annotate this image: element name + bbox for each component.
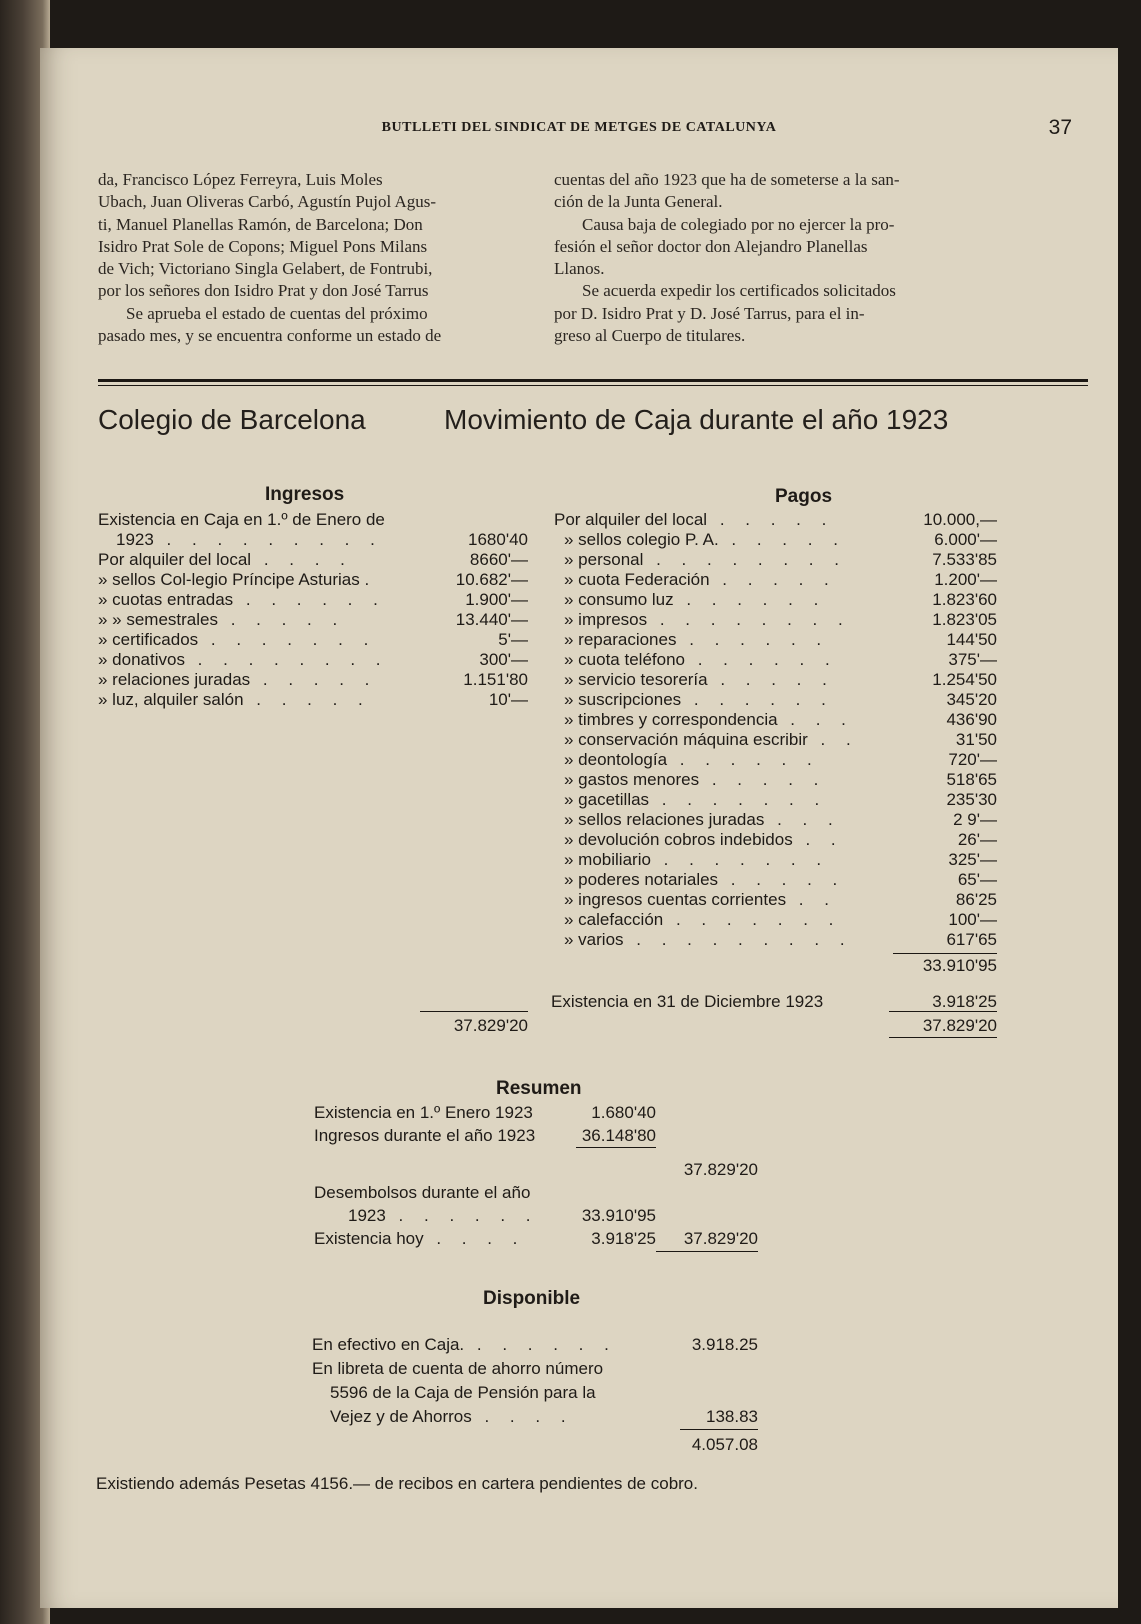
intro-left-line: ti, Manuel Planellas Ramón, de Barcelona; Don	[98, 214, 423, 234]
disponible-total: 4.057.08	[691, 1435, 758, 1454]
pagos-row-label: » servicio tesorería	[564, 670, 708, 689]
leader-dots: . . . . . .	[667, 750, 820, 769]
ingresos-row-amount: 13.440'—	[455, 610, 528, 629]
resumen-underline	[656, 1251, 758, 1252]
leader-dots: . . . . .	[699, 770, 827, 789]
leader-dots: . . .	[764, 810, 841, 829]
leader-dots: . . . .	[423, 1229, 526, 1248]
leader-dots: . . . . .	[243, 690, 371, 709]
leader-dots: . . . . .	[707, 670, 835, 689]
resumen-label: Existencia en 1.º Enero 1923	[314, 1103, 533, 1122]
intro-right-column	[554, 169, 1000, 347]
ingresos-row-label: » certificados	[98, 630, 199, 649]
intro-right-line: cuentas del año 1923 que ha de someterse a la san-	[554, 170, 900, 189]
leader-dots: . . . . . .	[681, 690, 834, 709]
pagos-row-label: » poderes notariales	[564, 870, 719, 889]
ingresos-row-label: » sellos Col-legio Príncipe Asturias	[98, 570, 360, 589]
intro-left-line: de Vich; Victoriano Singla Gelabert, de Fontrubi,	[98, 259, 433, 279]
disponible-amount: 3.918.25	[691, 1335, 758, 1354]
pagos-row-amount: 1.823'05	[932, 610, 997, 629]
intro-right-line: Se acuerda expedir los certificados solicitados	[582, 281, 896, 301]
leader-dots: . . . . . .	[464, 1335, 617, 1354]
resumen-label: Desembolsos durante el año	[314, 1183, 531, 1202]
ingresos-row-label: Existencia en Caja en 1.º de Enero de	[98, 510, 385, 529]
leader-dots: . . . . . . . . .	[623, 930, 853, 949]
ingresos-row-amount: 5'—	[498, 630, 528, 649]
resumen-sum: 37.829'20	[683, 1229, 758, 1248]
pagos-total-rule	[889, 1011, 997, 1012]
pagos-row-amount: 235'30	[946, 790, 997, 809]
pagos-row-label: » conservación máquina escribir	[564, 730, 808, 749]
leader-dots: . . . . .	[707, 510, 835, 529]
leader-dots: . . . . .	[718, 530, 846, 549]
resumen-amount: 36.148'80	[581, 1126, 656, 1145]
resumen-amount: 1.680'40	[591, 1103, 656, 1122]
pagos-subtotal-rule	[893, 953, 997, 954]
leader-dots: . . . . .	[709, 570, 837, 589]
ingresos-total: 37.829'20	[453, 1016, 528, 1035]
intro-left-line: Se aprueba el estado de cuentas del próximo	[126, 303, 428, 323]
pagos-row-label: » consumo luz	[564, 590, 674, 609]
cash-movement-title: Movimiento de Caja durante el año 1923	[444, 404, 949, 435]
intro-left-line: por los señores don Isidro Prat y don José Tarrus	[98, 281, 429, 301]
ingresos-row-amount: 10'—	[488, 690, 528, 709]
pagos-row-label: » reparaciones	[564, 630, 677, 649]
resumen-label: Existencia hoy	[314, 1229, 424, 1248]
pagos-heading: Pagos	[775, 486, 833, 507]
resumen-amount: 33.910'95	[581, 1206, 656, 1225]
ingresos-row-amount: 300'—	[479, 650, 528, 669]
leader-dots: . . . . . .	[673, 590, 827, 609]
section-rule-thin	[98, 385, 1088, 386]
pagos-row-amount: 436'90	[946, 710, 997, 729]
ingresos-row-label: Por alquiler del local	[98, 550, 252, 569]
leader-dots: . . . . . .	[233, 590, 386, 609]
pagos-row-amount: 100'—	[948, 910, 997, 929]
pagos-row-label: » varios	[564, 930, 624, 949]
intro-right-line: por D. Isidro Prat y D. José Tarrus, para el in-	[554, 303, 865, 323]
pagos-row-label: » suscripciones	[564, 690, 682, 709]
ingresos-row-label: » luz, alquiler salón	[98, 690, 244, 709]
leader-dots: . .	[792, 830, 844, 849]
leader-dots: . . . . . . . . .	[153, 530, 383, 549]
leader-dots: . . . . .	[218, 610, 346, 629]
pagos-row-label: » sellos colegio P. A.	[564, 530, 719, 549]
pagos-row-label: » timbres y correspondencia	[564, 710, 778, 729]
section-rule-thick	[98, 379, 1088, 382]
disponible-label: 5596 de la Caja de Pensión para la	[330, 1383, 596, 1402]
pagos-row-label: Por alquiler del local	[554, 510, 708, 529]
ingresos-row-label: » donativos	[98, 650, 185, 669]
pagos-row-amount: 26'—	[957, 830, 997, 849]
leader-dots: .	[359, 570, 370, 589]
leader-dots: . . . . .	[250, 670, 378, 689]
leader-dots: . . . . .	[718, 870, 846, 889]
ingresos-row-label: » » semestrales	[98, 610, 218, 629]
pagos-row-amount: 617'65	[946, 930, 997, 949]
ingresos-row-amount: 10.682'—	[455, 570, 528, 589]
resumen-rule	[576, 1147, 656, 1148]
running-header: BUTLLETI DEL SINDICAT DE METGES DE CATALUNYA	[381, 120, 777, 135]
footnote: Existiendo además Pesetas 4156.— de recibos en cartera pendientes de cobro.	[96, 1474, 698, 1493]
resumen-label: 1923	[348, 1206, 386, 1225]
pagos-row-label: » gastos menores	[564, 770, 700, 789]
leader-dots: . . . . . . .	[663, 910, 842, 929]
pagos-row-label: » mobiliario	[564, 850, 651, 869]
leader-dots: . . . . . . . .	[643, 550, 847, 569]
pagos-row-label: » deontología	[564, 750, 668, 769]
pagos-row-label: » sellos relaciones juradas	[564, 810, 765, 829]
ingresos-row-label: » cuotas entradas	[98, 590, 234, 609]
intro-right-line: ción de la Junta General.	[554, 192, 723, 212]
pagos-row-amount: 518'65	[946, 770, 997, 789]
disponible-label: En efectivo en Caja.	[312, 1335, 465, 1354]
disponible-rule	[680, 1429, 758, 1430]
ingresos-total-rule	[420, 1011, 528, 1012]
page-number: 37	[1048, 116, 1072, 139]
intro-left-column	[98, 169, 538, 347]
existencia-label: Existencia en 31 de Diciembre 1923	[551, 992, 824, 1011]
college-title: Colegio de Barcelona	[98, 404, 366, 435]
pagos-row-amount: 1.200'—	[934, 570, 997, 589]
pagos-row-amount: 86'25	[955, 890, 997, 909]
pagos-row-amount: 2 9'—	[953, 810, 997, 829]
ingresos-row-amount: 1.900'—	[465, 590, 528, 609]
leader-dots: . . . . . .	[684, 650, 838, 669]
pagos-row-amount: 10.000,—	[923, 510, 997, 529]
ingresos-row-label: » relaciones juradas	[98, 670, 251, 689]
intro-right-line: Llanos.	[554, 259, 605, 279]
pagos-row-amount: 6.000'—	[934, 530, 997, 549]
pagos-row-amount: 65'—	[957, 870, 997, 889]
pagos-row-label: » cuota Federación	[564, 570, 710, 589]
intro-left-line: Ubach, Juan Oliveras Carbó, Agustín Pujol Agus-	[98, 192, 437, 212]
intro-left-line: pasado mes, y se encuentra conforme un estado de	[98, 326, 442, 346]
pagos-row-label: » calefacción	[564, 910, 664, 929]
disponible-amount: 138.83	[706, 1407, 758, 1426]
pagos-row-amount: 720'—	[948, 750, 997, 769]
disponible-heading: Disponible	[483, 1288, 581, 1309]
intro-left-line: da, Francisco López Ferreyra, Luis Moles	[98, 170, 383, 189]
leader-dots: . . . .	[471, 1407, 574, 1426]
pagos-row-label: » impresos	[564, 610, 648, 629]
leader-dots: . . . . . . .	[649, 790, 828, 809]
pagos-row-amount: 1.254'50	[932, 670, 997, 689]
leader-dots: . . . . . .	[385, 1206, 539, 1225]
leader-dots: . . . . . . .	[198, 630, 377, 649]
pagos-row-amount: 144'50	[946, 630, 997, 649]
resumen-sum: 37.829'20	[683, 1160, 758, 1179]
leader-dots: . . .	[777, 710, 854, 729]
ingresos-heading: Ingresos	[265, 484, 345, 505]
leader-dots: . . . . . . .	[650, 850, 830, 869]
pagos-total-underline	[889, 1037, 997, 1038]
pagos-row-amount: 325'—	[948, 850, 997, 869]
resumen-label: Ingresos durante el año 1923	[314, 1126, 536, 1145]
document-page	[40, 48, 1118, 1608]
pagos-row-amount: 345'20	[946, 690, 997, 709]
pagos-row-label: » devolución cobros indebidos	[564, 830, 793, 849]
pagos-row-label: » gacetillas	[564, 790, 650, 809]
leader-dots: . . . . . .	[676, 630, 830, 649]
pagos-row-amount: 31'50	[955, 730, 997, 749]
intro-right-line: fesión el señor doctor don Alejandro Planellas	[554, 236, 868, 256]
leader-dots: . . . . . . . .	[647, 610, 851, 629]
ingresos-row-amount: 1.151'80	[463, 670, 528, 689]
pagos-row-amount: 7.533'85	[932, 550, 997, 569]
leader-dots: . . . .	[251, 550, 353, 569]
resumen-amount: 3.918'25	[591, 1229, 656, 1248]
pagos-row-amount: 375'—	[948, 650, 997, 669]
leader-dots: . .	[786, 890, 837, 909]
pagos-row-label: » ingresos cuentas corrientes	[564, 890, 787, 909]
intro-left-line: Isidro Prat Sole de Copons; Miguel Pons Milans	[98, 236, 428, 256]
ingresos-row-amount: 1680'40	[468, 530, 528, 549]
intro-right-line: Causa baja de colegiado por no ejercer la pro-	[582, 214, 895, 234]
disponible-label: En libreta de cuenta de ahorro número	[312, 1359, 604, 1378]
disponible-label: Vejez y de Ahorros	[330, 1407, 472, 1426]
pagos-row-label: » personal	[564, 550, 644, 569]
existencia-amount: 3.918'25	[932, 992, 997, 1011]
ingresos-row-label: 1923	[116, 530, 154, 549]
pagos-row-label: » cuota teléfono	[564, 650, 685, 669]
resumen-heading: Resumen	[496, 1078, 582, 1099]
pagos-total: 37.829'20	[922, 1016, 997, 1035]
leader-dots: . .	[807, 730, 859, 749]
intro-right-line: greso al Cuerpo de titulares.	[554, 326, 746, 346]
ingresos-row-amount: 8660'—	[469, 550, 528, 569]
pagos-row-amount: 1.823'60	[932, 590, 997, 609]
pagos-subtotal: 33.910'95	[922, 956, 997, 975]
leader-dots: . . . . . . . .	[184, 650, 389, 669]
